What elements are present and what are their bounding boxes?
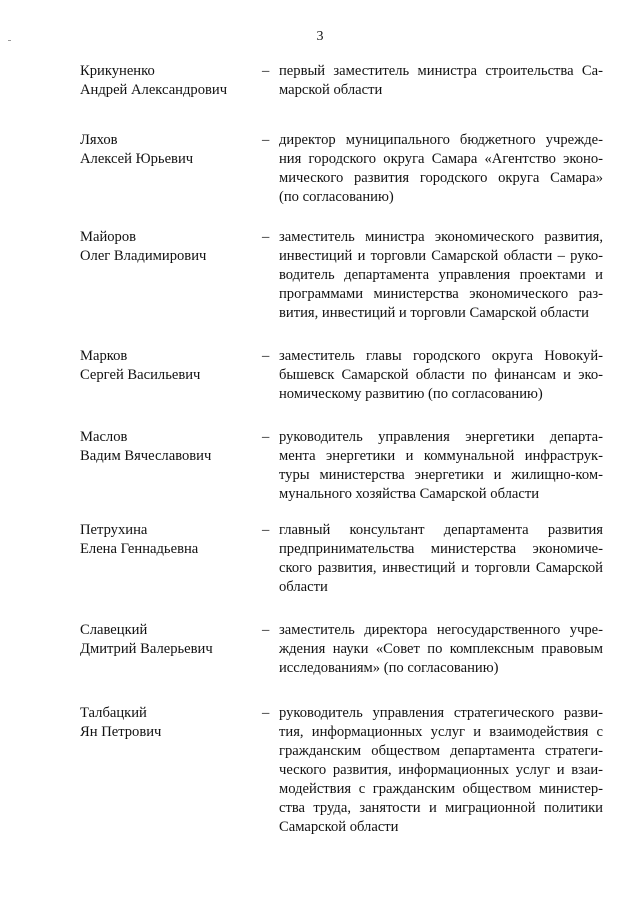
role-line: ского развития, инвестиций и торговли Самарской [279, 560, 603, 576]
role-line: мического развития городского округа Самара» [279, 170, 603, 186]
role-line: директор муниципального бюджетного учрежде- [279, 132, 603, 148]
dash-separator: – [262, 522, 270, 538]
role-line: Самарской области [279, 819, 399, 835]
dash-separator: – [262, 132, 270, 148]
page-number: 3 [316, 29, 324, 44]
dash-separator: – [262, 348, 270, 364]
role-line: ства труда, занятости и миграционной политики [279, 800, 603, 816]
role-line: вития, инвестиций и торговли Самарской области [279, 305, 589, 321]
member-name [80, 62, 260, 100]
role-line: водитель департамента управления проектами и [279, 267, 603, 283]
member-surname: Майоров [80, 229, 137, 245]
member-surname: Маслов [80, 429, 128, 445]
dash-separator: – [262, 429, 270, 445]
role-line: гражданским обществом департамента стратеги- [279, 743, 603, 759]
role-line: (по согласованию) [279, 189, 394, 205]
role-line: ния городского округа Самара «Агентство эконо- [279, 151, 603, 167]
member-role [279, 62, 603, 100]
role-line: исследованиям» (по согласованию) [279, 660, 499, 676]
member-given-names: Олег Владимирович [80, 248, 207, 264]
dash-separator: – [262, 229, 270, 245]
member-name [80, 621, 260, 659]
member-role [279, 704, 603, 837]
role-line: главный консультант департамента развития [279, 522, 603, 538]
role-line: первый заместитель министра строительства Са- [279, 63, 603, 79]
role-line: программами министерства экономического раз- [279, 286, 603, 302]
member-name [80, 131, 260, 169]
member-surname: Талбацкий [80, 705, 147, 721]
member-name [80, 521, 260, 559]
member-surname: Марков [80, 348, 128, 364]
role-line: ждения науки «Совет по комплексным правовым [279, 641, 603, 657]
member-role [279, 131, 603, 207]
member-surname: Ляхов [80, 132, 118, 148]
role-line: номическому развитию (по согласованию) [279, 386, 543, 402]
member-given-names: Ян Петрович [80, 724, 162, 740]
role-line: инвестиций и торговли Самарской области – руко- [279, 248, 603, 264]
dash-separator: – [262, 63, 270, 79]
member-role [279, 347, 603, 404]
dash-separator: – [262, 705, 270, 721]
member-name [80, 428, 260, 466]
role-line: туры министерства энергетики и жилищно-ком- [279, 467, 603, 483]
member-given-names: Алексей Юрьевич [80, 151, 194, 167]
member-role [279, 621, 603, 678]
member-given-names: Вадим Вячеславович [80, 448, 212, 464]
member-surname: Крикуненко [80, 63, 155, 79]
role-line: заместитель главы городского округа Новокуй- [279, 348, 603, 364]
member-given-names: Сергей Васильевич [80, 367, 201, 383]
member-name [80, 347, 260, 385]
member-role [279, 428, 603, 504]
role-line: предпринимательства министерства экономиче- [279, 541, 603, 557]
role-line: области [279, 579, 328, 595]
member-surname: Славецкий [80, 622, 148, 638]
dash-separator: – [262, 622, 270, 638]
member-given-names: Елена Геннадьевна [80, 541, 199, 557]
member-role [279, 521, 603, 597]
role-line: бышевск Самарской области по финансам и эко- [279, 367, 603, 383]
role-line: тия, информационных услуг и взаимодействия с [279, 724, 603, 740]
role-line: модействия с гражданским обществом министер- [279, 781, 603, 797]
member-given-names: Дмитрий Валерьевич [80, 641, 213, 657]
member-surname: Петрухина [80, 522, 148, 538]
role-line: заместитель директора негосударственного учре- [279, 622, 603, 638]
role-line: руководитель управления стратегического разви- [279, 705, 603, 721]
role-line: мунального хозяйства Самарской области [279, 486, 540, 502]
member-given-names: Андрей Александрович [80, 82, 228, 98]
role-line: заместитель министра экономического развития, [279, 229, 603, 245]
margin-mark [8, 40, 11, 41]
role-line: ческого развития, информационных услуг и взаи- [279, 762, 603, 778]
member-name [80, 704, 260, 742]
role-line: руководитель управления энергетики департа- [279, 429, 603, 445]
role-line: марской области [279, 82, 383, 98]
role-line: мента энергетики и коммунальной инфраструк- [279, 448, 603, 464]
member-role [279, 228, 603, 323]
member-name [80, 228, 260, 266]
